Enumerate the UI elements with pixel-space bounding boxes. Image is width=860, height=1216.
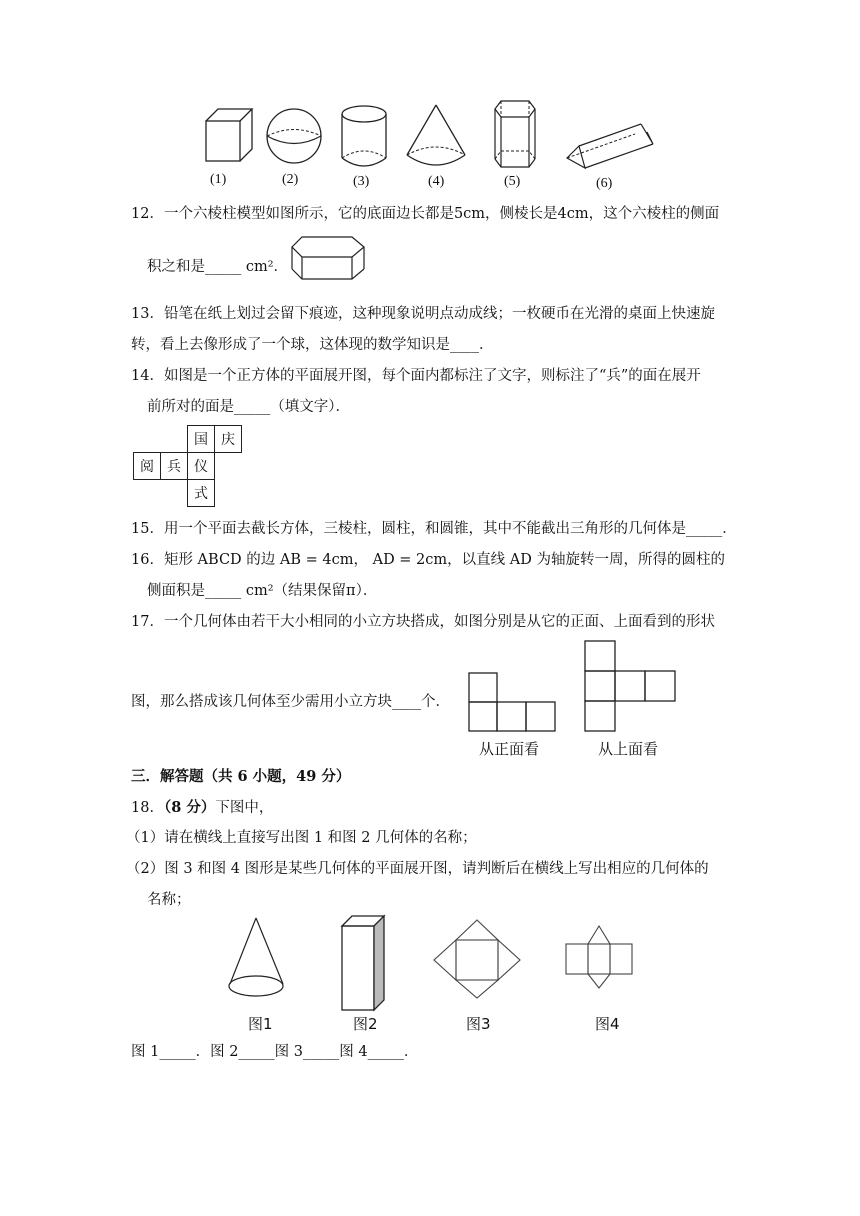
cylinder-icon bbox=[340, 104, 390, 168]
net-cell: 庆 bbox=[215, 426, 242, 453]
top-view-label: 从上面看 bbox=[598, 740, 659, 758]
front-view-label: 从正面看 bbox=[479, 740, 540, 758]
cube-net bbox=[133, 425, 242, 507]
fig-label-1: 图1 bbox=[248, 1015, 273, 1033]
q18-number: 18． bbox=[131, 800, 164, 816]
q13-line1: 13．铅笔在纸上划过会留下痕迹，这种现象说明点动成线；一枚硬币在光滑的桌面上快速旋 bbox=[131, 306, 715, 322]
q18-sub2-line2: 名称； bbox=[147, 892, 191, 908]
net-cell: 阅 bbox=[134, 453, 161, 480]
net-cell: 式 bbox=[188, 480, 215, 507]
hexagonal-prism-icon bbox=[493, 99, 537, 171]
shape-label-4: (4) bbox=[428, 174, 445, 189]
q13-line2: 转，看上去像形成了一个球，这体现的数学知识是____． bbox=[131, 337, 494, 353]
fig-label-4: 图4 bbox=[595, 1015, 620, 1033]
triangular-prism-net-figure bbox=[564, 924, 636, 990]
top-view-figure bbox=[583, 639, 677, 733]
shape-label-6: (6) bbox=[596, 176, 613, 191]
q12-line2: 积之和是_____ cm²． bbox=[147, 259, 289, 275]
shape-label-2: (2) bbox=[282, 172, 299, 187]
sphere-icon bbox=[266, 107, 324, 165]
net-cell: 兵 bbox=[161, 453, 188, 480]
triangular-prism-icon bbox=[565, 120, 657, 174]
q18-intro: 下图中， bbox=[215, 800, 274, 816]
shape-label-3: (3) bbox=[353, 174, 370, 189]
cone-icon bbox=[405, 103, 469, 169]
q18-answer-line: 图 1_____．图 2_____图 3_____图 4_____． bbox=[131, 1044, 419, 1060]
net-cell: 仪 bbox=[188, 453, 215, 480]
shape-label-1: (1) bbox=[210, 172, 227, 187]
q18-line1 bbox=[131, 798, 273, 818]
q15-line1: 15．用一个平面去截长方体，三棱柱，圆柱，和圆锥，其中不能截出三角形的几何体是_____． bbox=[131, 521, 737, 537]
fig-label-3: 图3 bbox=[466, 1015, 491, 1033]
front-view-figure bbox=[467, 671, 559, 733]
shape-label-5: (5) bbox=[504, 174, 521, 189]
section-title: 三．解答题（共 6 小题，49 分） bbox=[131, 768, 351, 785]
q12-line1: 12．一个六棱柱模型如图所示，它的底面边长都是5cm，侧棱长是4cm，这个六棱柱的侧面 bbox=[131, 206, 720, 222]
q14-line2: 前所对的面是_____（填文字）． bbox=[147, 399, 350, 415]
cube-icon bbox=[204, 103, 254, 165]
fig-label-2: 图2 bbox=[353, 1015, 378, 1033]
net-cell: 国 bbox=[188, 426, 215, 453]
q18-score: （8 分） bbox=[163, 799, 216, 816]
cuboid-figure bbox=[340, 914, 388, 1014]
q18-sub2-line1: （2）图 3 和图 4 图形是某些几何体的平面展开图，请判断后在横线上写出相应的几何体的 bbox=[126, 861, 709, 877]
q18-sub1: （1）请在横线上直接写出图 1 和图 2 几何体的名称； bbox=[126, 830, 477, 846]
hexagonal-prism-figure bbox=[288, 233, 380, 285]
q14-line1: 14．如图是一个正方体的平面展开图，每个面内都标注了文字，则标注了“兵”的面在展开 bbox=[131, 368, 701, 384]
cone-figure bbox=[227, 916, 287, 1000]
pyramid-net-figure bbox=[432, 918, 522, 1000]
q16-line2: 侧面积是_____ cm²（结果保留π）． bbox=[147, 583, 378, 599]
q17-line2: 图，那么搭成该几何体至少需用小立方块____个． bbox=[131, 694, 450, 710]
q17-line1: 17．一个几何体由若干大小相同的小立方块搭成，如图分别是从它的正面、上面看到的形状 bbox=[131, 614, 715, 630]
q16-line1: 16．矩形 ABCD 的边 AB = 4cm， AD = 2cm，以直线 AD 为轴旋转一周，所得的圆柱的 bbox=[131, 552, 725, 568]
